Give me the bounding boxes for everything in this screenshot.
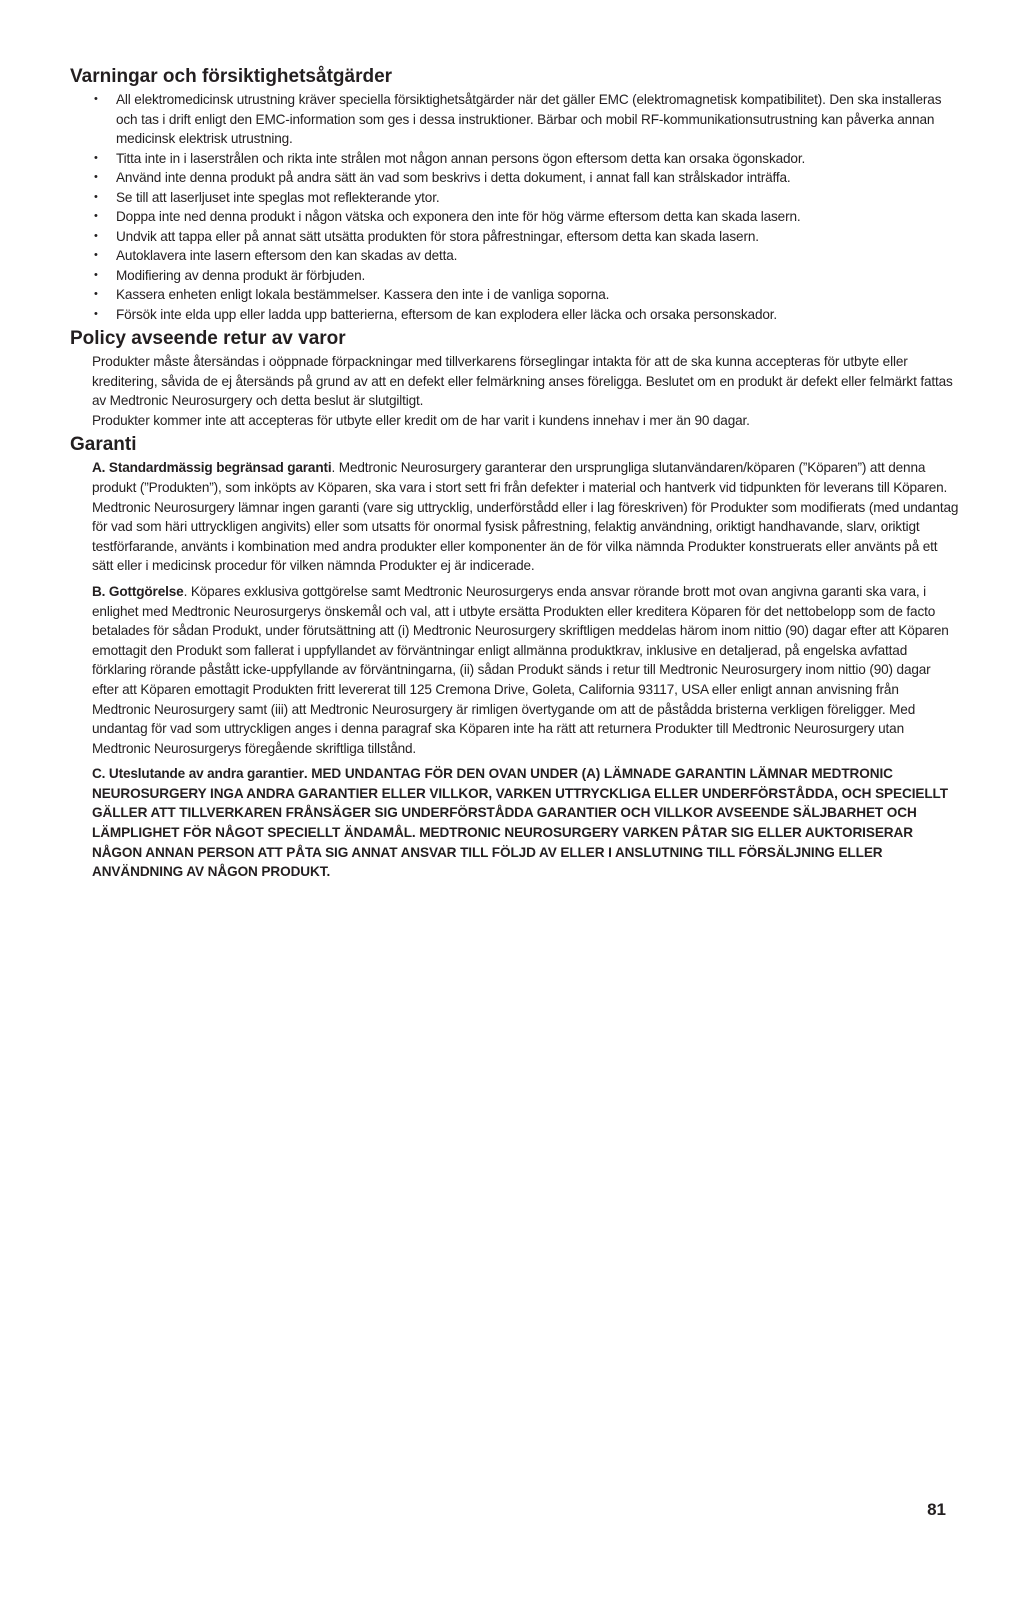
warranty-heading: Garanti: [70, 434, 137, 456]
warnings-section: [70, 66, 960, 324]
warranty-clause-a: [92, 458, 960, 576]
warning-item: • Autoklavera inte lasern eftersom den kan skadas av detta.: [116, 246, 960, 266]
document-page: [70, 66, 960, 888]
returns-paragraph: Produkter kommer inte att accepteras för utbyte eller kredit om de har varit i kundens innehav i mer än 90 dagar.: [92, 412, 750, 428]
clause-b-title: B. Gottgörelse: [92, 583, 184, 599]
clause-b-text: . Köpares exklusiva gottgörelse samt Medtronic Neurosurgerys enda ansvar rörande brott mot ovan angivna garanti ska vara, i enlighet med Medtronic Neurosurgerys önskemål och val, att i utbyte ersätta Produkten eller kreditera Köparen för det nettobelopp som de facto betalades för sådan Produkt, under förutsättning att (i) Medtronic Neurosurgery skriftligen meddelas härom inom nittio (90) dagar efter att Köparen emottagit den Produkt som fallerat i uppfyllandet av förväntningar enligt allmänna produktkrav, inklusive en detaljerad, på engelska avfattad förklaring rörande påstått icke-uppfyllande av förväntningarna, (ii) sådan Produkt sänds i retur till Medtronic Neurosurgery inom nittio (90) dagar efter att Köparen emottagit Produkten fritt levererat till 125 Cremona Drive, Goleta, California 93117, USA eller enligt annan anvisning från Medtronic Neurosurgery samt (iii) att Medtronic Neurosurgery är rimligen övertygande om att de påstådda bristerna verkligen föreligger. Med undantag för vad som uttryckligen anges i denna paragraf ska Köparen inte ha rätt att returnera Produkter till Medtronic Neurosurgery utan Medtronic Neurosurgerys föregående skriftliga tillstånd.: [92, 583, 949, 756]
returns-section: [70, 328, 960, 430]
warnings-list: [70, 90, 960, 324]
warning-item: • Modifiering av denna produkt är förbjuden.: [116, 266, 960, 286]
warning-item: • All elektromedicinsk utrustning kräver speciella försiktighetsåtgärder när det gäller EMC (elektromagnetisk kompatibilitet). Den ska installeras och tas i drift enligt den EMC-information som ges i dessa instruktioner. Bärbar och mobil RF-kommunikationsutrustning kan påverka annan medicinsk elektrisk utrustning.: [116, 90, 960, 149]
warning-item: • Doppa inte ned denna produkt i någon vätska och exponera den inte för hög värme eftersom detta kan skada lasern.: [116, 207, 960, 227]
warning-item: • Kassera enheten enligt lokala bestämmelser. Kassera den inte i de vanliga soporna.: [116, 285, 960, 305]
warning-item: • Se till att laserljuset inte speglas mot reflekterande ytor.: [116, 188, 960, 208]
warranty-section: [70, 434, 960, 881]
clause-c-text: . MED UNDANTAG FÖR DEN OVAN UNDER (A) LÄMNADE GARANTIN LÄMNAR MEDTRONIC NEUROSURGERY INGA ANDRA GARANTIER ELLER VILLKOR, VARKEN UTTRYCKLIGA ELLER UNDERFÖRSTÅDDA, OCH SPECIELLT GÄLLER ATT TILLVERKAREN FRÅNSÄGER SIG UNDERFÖRSTÅDDA GARANTIER OCH VILLKOR AVSEENDE SÄLJBARHET OCH LÄMPLIGHET FÖR NÅGOT SPECIELLT ÄNDAMÅL. MEDTRONIC NEUROSURGERY VARKEN PÅTAR SIG ELLER AUKTORISERAR NÅGON ANNAN PERSON ATT PÅTA SIG ANNAT ANSVAR TILL FÖLJD AV ELLER I ANSLUTNING TILL FÖRSÄLJNING ELLER ANVÄNDNING AV NÅGON PRODUKT.: [92, 766, 948, 880]
warranty-clause-b: [92, 582, 960, 758]
warning-item: • Använd inte denna produkt på andra sätt än vad som beskrivs i detta dokument, i annat fall kan strålskador inträffa.: [116, 168, 960, 188]
warning-item: • Undvik att tappa eller på annat sätt utsätta produkten för stora påfrestningar, eftersom detta kan skada lasern.: [116, 227, 960, 247]
warnings-heading: Varningar och försiktighetsåtgärder: [70, 66, 393, 87]
warranty-clause-c: [92, 764, 960, 882]
returns-heading: Policy avseende retur av varor: [70, 328, 346, 349]
clause-a-title: A. Standardmässig begränsad garanti: [92, 460, 332, 476]
warning-item: • Titta inte in i laserstrålen och rikta inte strålen mot någon annan persons ögon eftersom detta kan orsaka ögonskador.: [116, 149, 960, 169]
clause-a-text: . Medtronic Neurosurgery garanterar den ursprungliga slutanvändaren/köparen (”Köparen”) att denna produkt (”Produkten”), som inköpts av Köparen, ska vara i stort sett fri från defekter i material och hantverk vid tidpunkten för leverans till Köparen. Medtronic Neurosurgery lämnar ingen garanti (vare sig uttrycklig, underförstådd eller i lag föreskriven) för Produkter som modifierats (med undantag för vad som häri uttryckligen angivits) eller som utsatts för onormal fysisk påfrestning, felaktig användning, oriktigt handhavande, slarv, oriktigt testförfarande, använts i kombination med andra produkter eller komponenter än de för vilka nämnda Produkter konstruerats eller använts på ett sätt eller i medicinsk procedur för vilken nämnda Produkter ej är indicerade.: [92, 460, 959, 574]
clause-c-title: C. Uteslutande av andra garantier: [92, 766, 304, 782]
warning-item: • Försök inte elda upp eller ladda upp batterierna, eftersom de kan explodera eller läcka och orsaka personskador.: [116, 305, 960, 325]
page-number: 81: [927, 1500, 946, 1519]
returns-paragraph: Produkter måste återsändas i oöppnade förpackningar med tillverkarens förseglingar intakta för att de ska kunna accepteras för utbyte eller kreditering, såvida de ej återsänds på grund av att en defekt eller felmärkning anses föreligga. Beslutet om en produkt är defekt eller felmärkt fattas av Medtronic Neurosurgery och detta beslut är slutgiltigt.: [92, 354, 953, 409]
